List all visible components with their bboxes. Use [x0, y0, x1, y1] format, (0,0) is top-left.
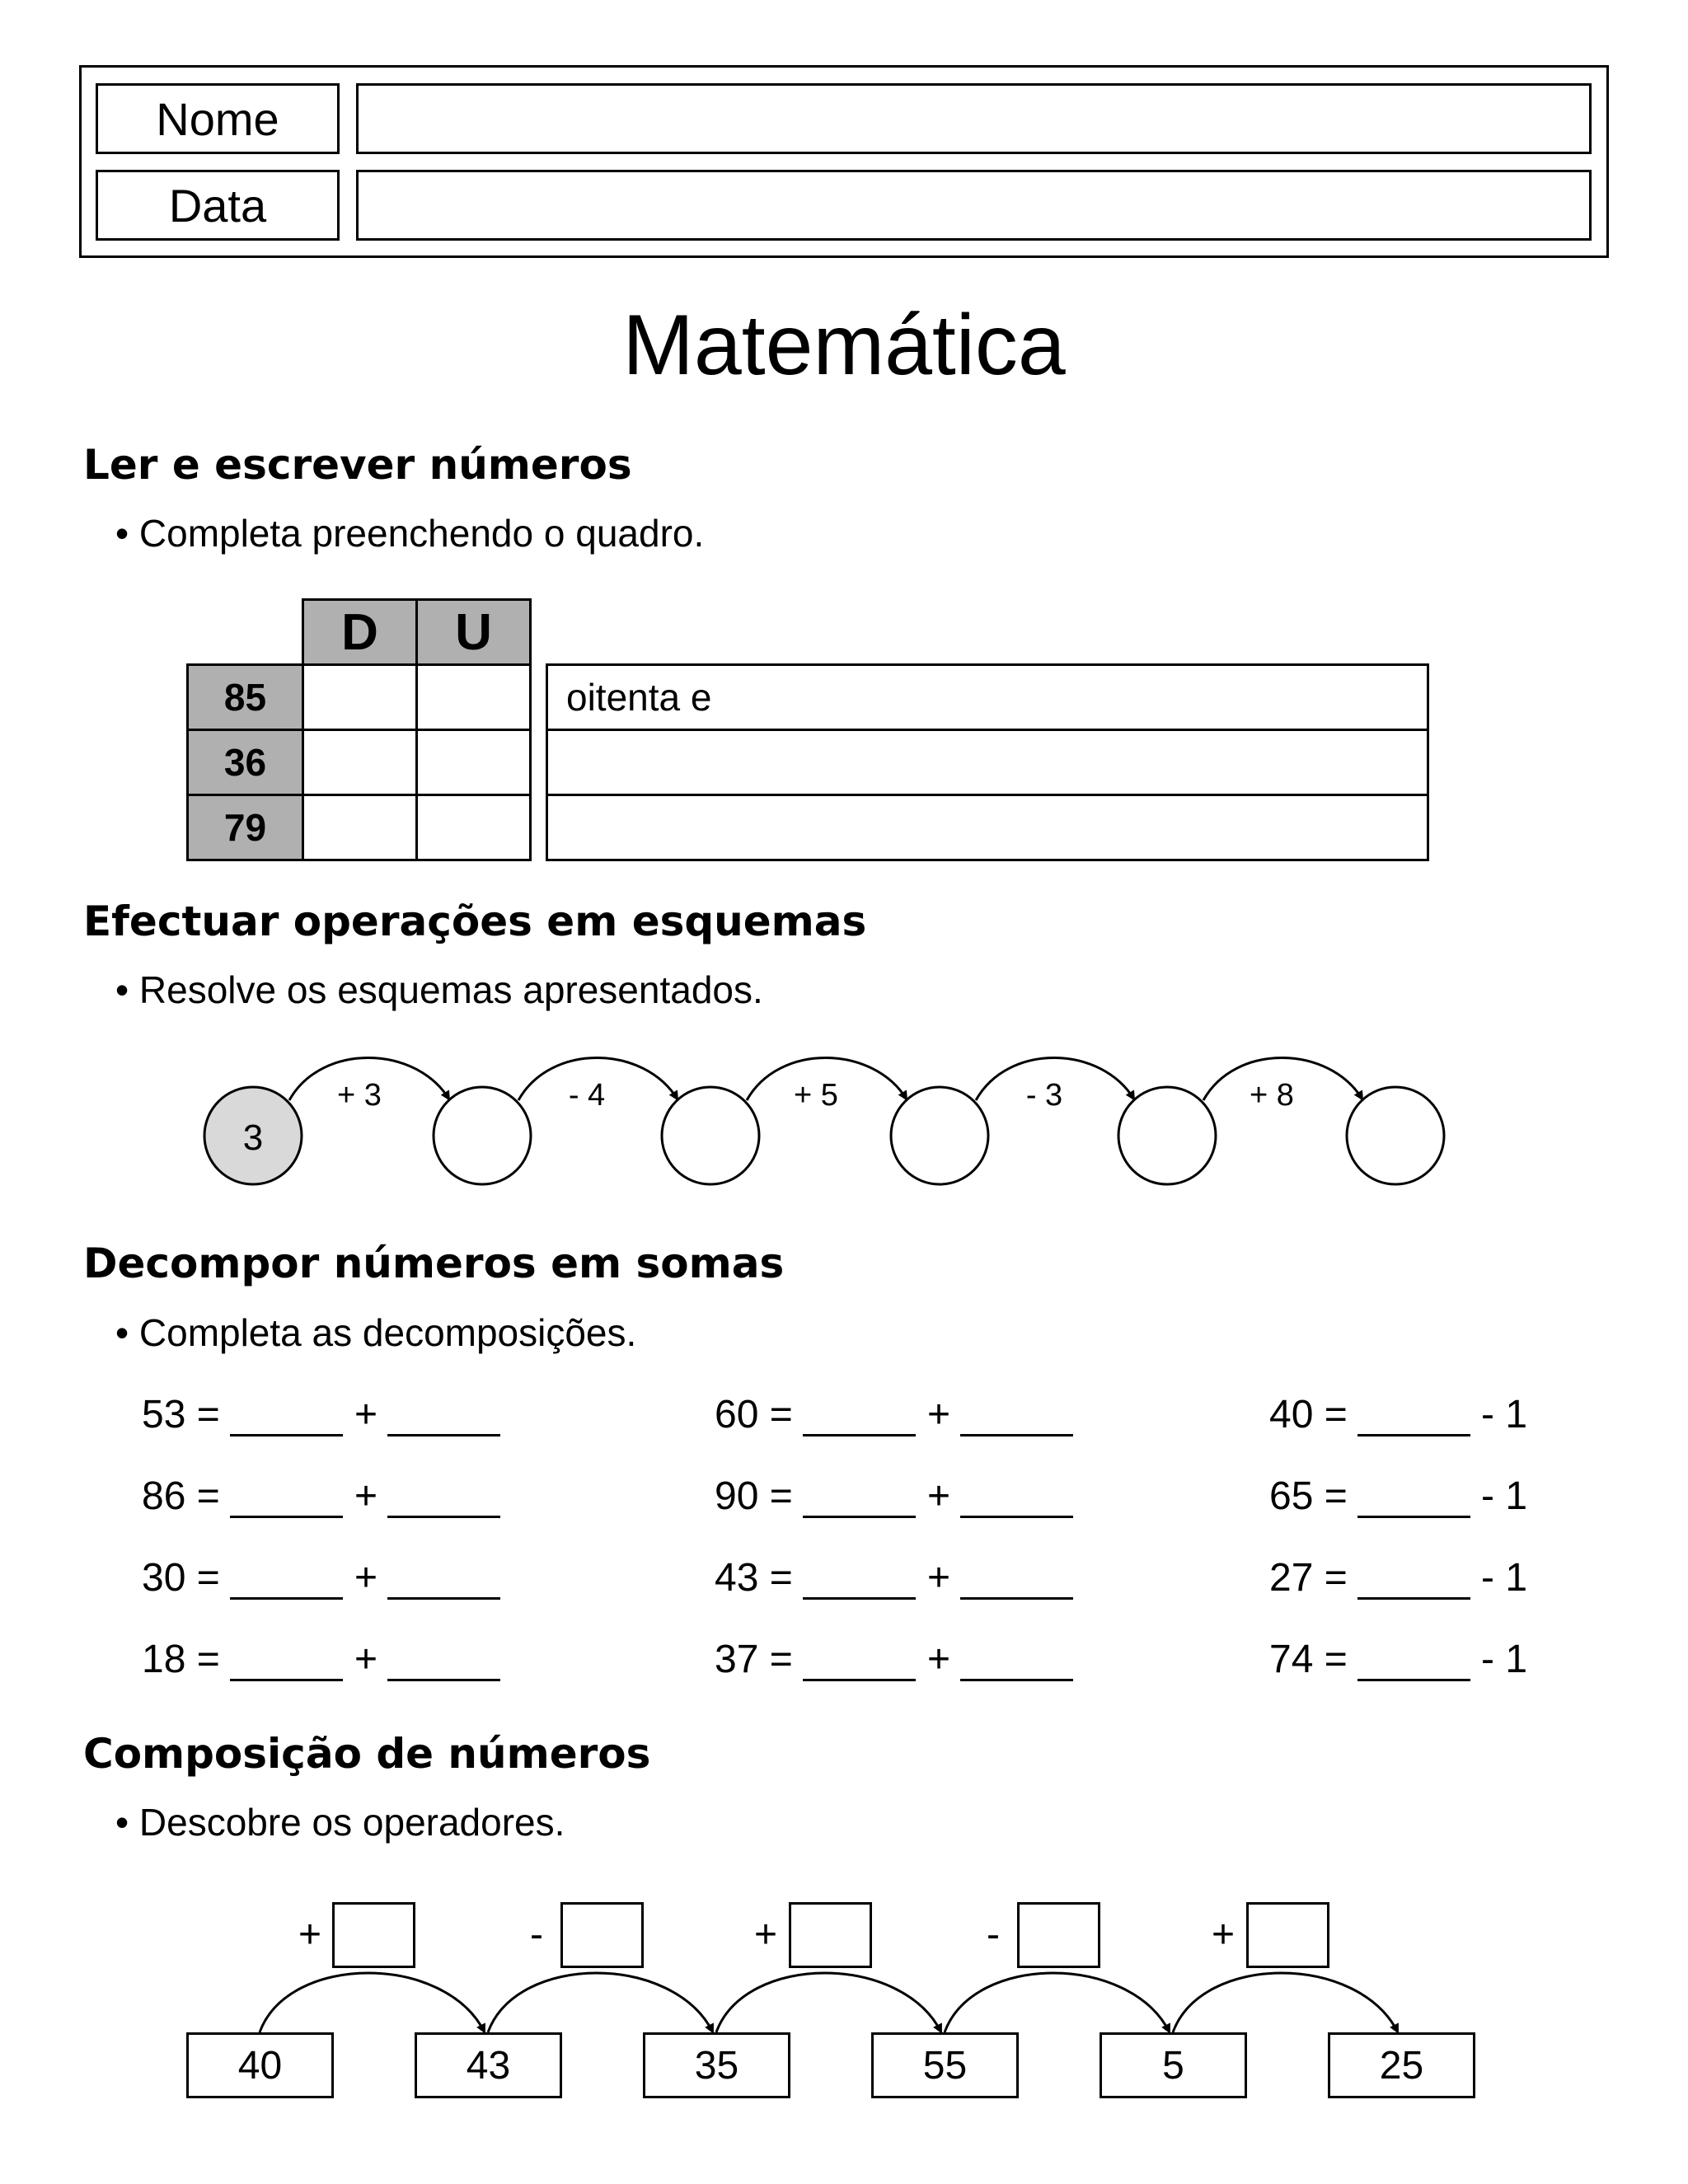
- operator-sign: -: [530, 1913, 543, 1957]
- plus-sign: +: [927, 1393, 951, 1436]
- value-box: 55: [871, 2032, 1019, 2098]
- section-heading-operations: Efectuar operações em esquemas: [83, 898, 867, 945]
- equation-number: 43 =: [715, 1556, 793, 1600]
- plus-sign: +: [354, 1474, 378, 1518]
- minus-one: - 1: [1481, 1474, 1528, 1518]
- equation-number: 27 =: [1269, 1556, 1348, 1600]
- operator-sign: +: [1212, 1913, 1236, 1957]
- row-number: 85: [186, 663, 304, 731]
- operation-label: - 4: [568, 1078, 606, 1113]
- plus-sign: +: [354, 1556, 378, 1600]
- equation-number: 86 =: [142, 1474, 220, 1518]
- equation-number: 65 =: [1269, 1474, 1348, 1518]
- operation-label: + 8: [1250, 1078, 1294, 1113]
- plus-sign: +: [927, 1556, 951, 1600]
- instruction-decompose: • Completa as decomposições.: [115, 1311, 637, 1354]
- page-title: Matemática: [622, 298, 1066, 393]
- equation-number: 90 =: [715, 1474, 793, 1518]
- section-heading-read-write: Ler e escrever números: [83, 441, 632, 489]
- instruction-operations: • Resolve os esquemas apresentados.: [115, 968, 763, 1011]
- equation-number: 30 =: [142, 1556, 220, 1600]
- section-heading-decompose: Decompor números em somas: [83, 1240, 785, 1287]
- equation-number: 60 =: [715, 1393, 793, 1436]
- equation-number: 74 =: [1269, 1638, 1348, 1681]
- minus-one: - 1: [1481, 1393, 1528, 1436]
- operation-label: + 3: [337, 1078, 382, 1113]
- instruction-composition: • Descobre os operadores.: [115, 1801, 565, 1844]
- arrow-arc: [716, 1973, 941, 2032]
- minus-one: - 1: [1481, 1638, 1528, 1681]
- date-label: Data: [96, 170, 340, 241]
- start-value: 3: [242, 1118, 264, 1158]
- plus-sign: +: [927, 1638, 951, 1681]
- arrow-arc: [1173, 1973, 1398, 2032]
- arrow-arc: [945, 1973, 1170, 2032]
- number-words-field[interactable]: oitenta e: [546, 663, 1429, 731]
- equation-number: 37 =: [715, 1638, 793, 1681]
- plus-sign: +: [354, 1393, 378, 1436]
- value-box: 35: [643, 2032, 790, 2098]
- arrow-arc: [260, 1973, 485, 2032]
- minus-one: - 1: [1481, 1556, 1528, 1600]
- value-box: 40: [186, 2032, 334, 2098]
- value-box: 43: [415, 2032, 562, 2098]
- operator-sign: +: [298, 1913, 322, 1957]
- row-number: 79: [186, 794, 304, 861]
- operator-sign: +: [754, 1913, 778, 1957]
- operation-label: - 3: [1025, 1078, 1063, 1113]
- section-heading-composition: Composição de números: [83, 1730, 651, 1778]
- arrow-arc: [488, 1973, 713, 2032]
- column-header-d: D: [302, 598, 418, 666]
- plus-sign: +: [927, 1474, 951, 1518]
- instruction-read-write: • Completa preenchendo o quadro.: [115, 512, 705, 555]
- column-header-u: U: [415, 598, 532, 666]
- equation-number: 40 =: [1269, 1393, 1348, 1436]
- row-number: 36: [186, 729, 304, 796]
- name-label: Nome: [96, 83, 340, 154]
- equation-number: 53 =: [142, 1393, 220, 1436]
- equation-number: 18 =: [142, 1638, 220, 1681]
- operation-label: + 5: [794, 1078, 838, 1113]
- plus-sign: +: [354, 1638, 378, 1681]
- operator-sign: -: [987, 1913, 1000, 1957]
- value-box: 25: [1328, 2032, 1475, 2098]
- value-box: 5: [1100, 2032, 1247, 2098]
